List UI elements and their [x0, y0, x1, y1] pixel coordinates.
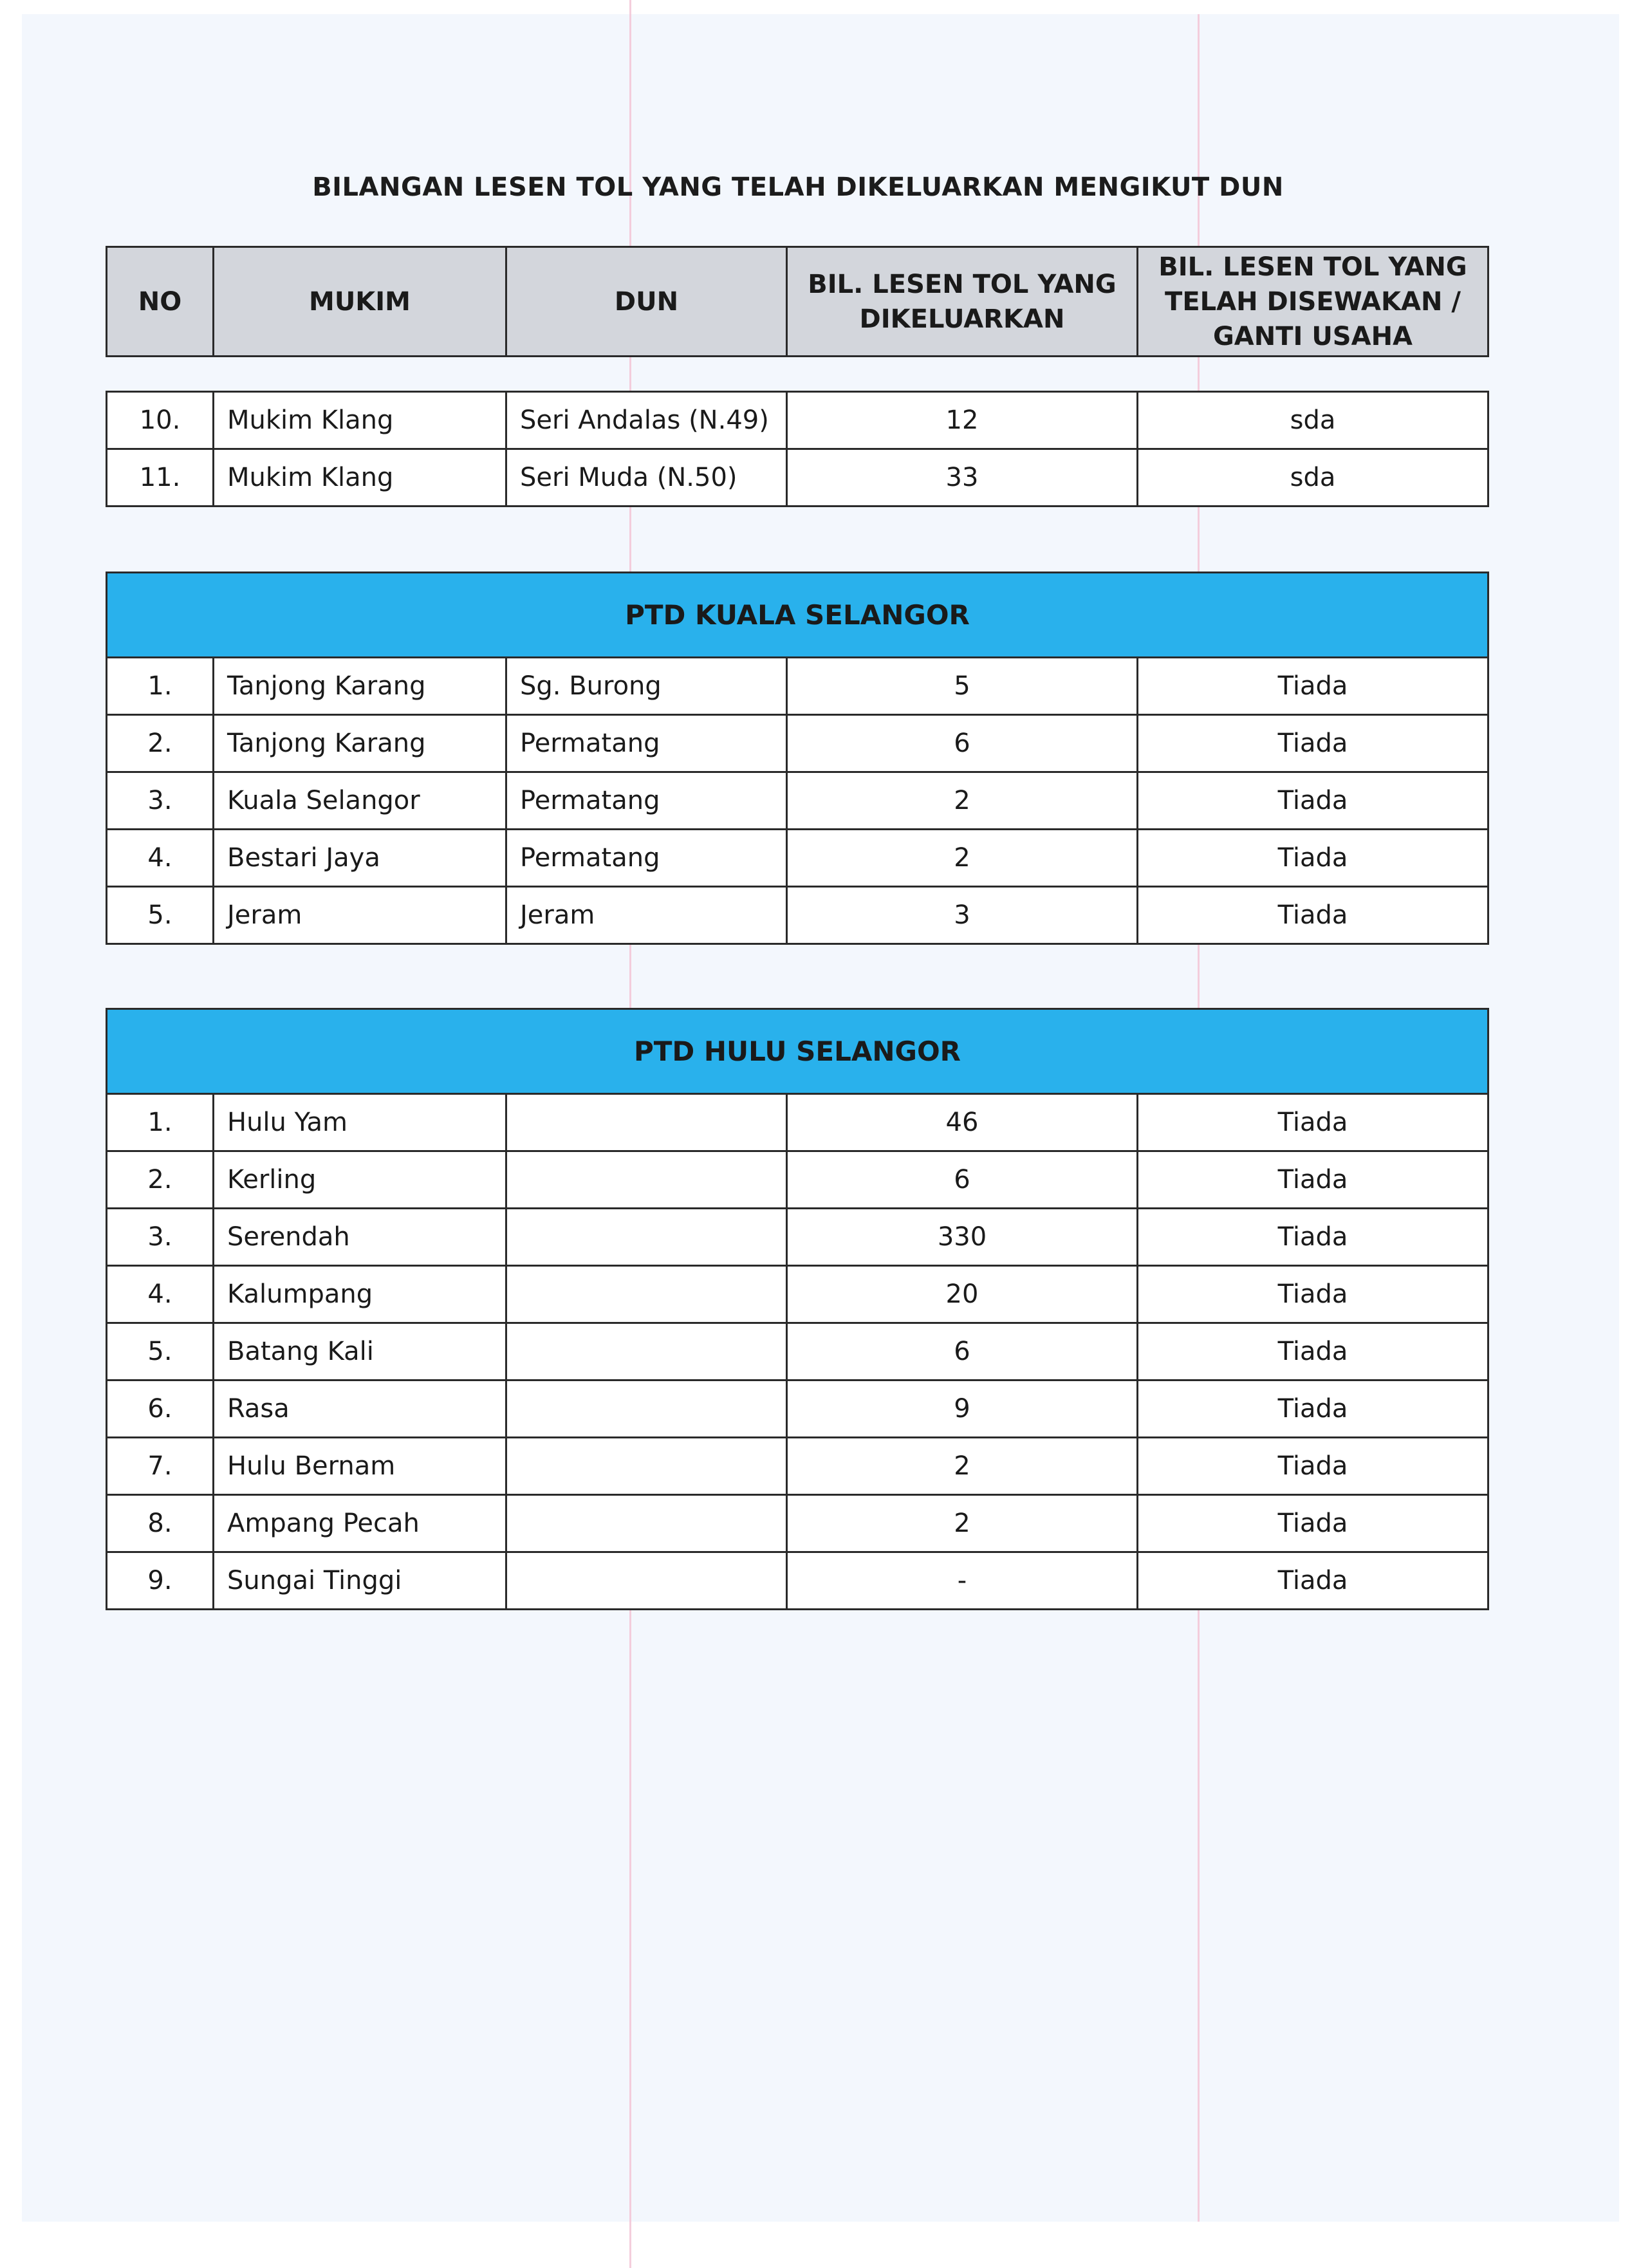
cell-no: 4.	[107, 1266, 214, 1323]
cell-dun	[506, 1266, 787, 1323]
cell-lesen-disewakan: Tiada	[1138, 1552, 1488, 1610]
cell-mukim: Kerling	[214, 1151, 506, 1209]
hulu-selangor-table-body	[107, 1094, 1488, 1610]
cell-lesen-disewakan: Tiada	[1138, 715, 1488, 772]
kuala-selangor-table	[106, 572, 1489, 945]
cell-lesen-dikeluarkan: -	[787, 1552, 1138, 1610]
cell-dun: Jeram	[506, 887, 787, 944]
cell-mukim: Mukim Klang	[214, 392, 506, 449]
cell-dun: Seri Andalas (N.49)	[506, 392, 787, 449]
hulu-selangor-table	[106, 1008, 1489, 1610]
cell-dun	[506, 1209, 787, 1266]
cell-no: 2.	[107, 1151, 214, 1209]
cell-lesen-disewakan: Tiada	[1138, 658, 1488, 715]
cell-lesen-dikeluarkan: 20	[787, 1266, 1138, 1323]
table-row	[107, 1151, 1488, 1209]
cell-lesen-dikeluarkan: 2	[787, 1495, 1138, 1552]
table-row	[107, 392, 1488, 449]
cell-lesen-dikeluarkan: 2	[787, 1438, 1138, 1495]
table-row	[107, 772, 1488, 830]
cell-lesen-dikeluarkan: 6	[787, 1323, 1138, 1380]
section-heading-kuala-selangor: PTD KUALA SELANGOR	[107, 573, 1488, 658]
cell-lesen-disewakan: Tiada	[1138, 1209, 1488, 1266]
cell-lesen-disewakan: Tiada	[1138, 1438, 1488, 1495]
table-row	[107, 658, 1488, 715]
cell-no: 4.	[107, 830, 214, 887]
cell-no: 11.	[107, 449, 214, 507]
cell-lesen-dikeluarkan: 5	[787, 658, 1138, 715]
cell-lesen-dikeluarkan: 12	[787, 392, 1138, 449]
cell-lesen-dikeluarkan: 2	[787, 772, 1138, 830]
header-no: NO	[107, 247, 214, 357]
cell-lesen-disewakan: Tiada	[1138, 830, 1488, 887]
klang-table	[106, 391, 1489, 507]
cell-lesen-dikeluarkan: 6	[787, 1151, 1138, 1209]
cell-lesen-dikeluarkan: 46	[787, 1094, 1138, 1151]
cell-no: 2.	[107, 715, 214, 772]
table-row	[107, 1266, 1488, 1323]
cell-lesen-disewakan: Tiada	[1138, 772, 1488, 830]
table-row	[107, 1552, 1488, 1610]
header-lesen-dikeluarkan: BIL. LESEN TOL YANG DIKELUARKAN	[787, 247, 1138, 357]
cell-dun: Permatang	[506, 772, 787, 830]
document-title: BILANGAN LESEN TOL YANG TELAH DIKELUARKAN MENGIKUT DUN	[312, 172, 1284, 202]
section-heading-hulu-selangor: PTD HULU SELANGOR	[107, 1009, 1488, 1094]
table-row	[107, 1094, 1488, 1151]
cell-lesen-dikeluarkan: 9	[787, 1380, 1138, 1438]
cell-mukim: Kuala Selangor	[214, 772, 506, 830]
cell-dun	[506, 1495, 787, 1552]
cell-no: 1.	[107, 1094, 214, 1151]
cell-dun: Permatang	[506, 715, 787, 772]
table-row	[107, 1438, 1488, 1495]
cell-lesen-disewakan: Tiada	[1138, 1266, 1488, 1323]
cell-no: 5.	[107, 887, 214, 944]
cell-mukim: Rasa	[214, 1380, 506, 1438]
cell-no: 1.	[107, 658, 214, 715]
cell-no: 10.	[107, 392, 214, 449]
cell-dun	[506, 1094, 787, 1151]
table-row	[107, 715, 1488, 772]
cell-lesen-disewakan: sda	[1138, 449, 1488, 507]
kuala-selangor-table-body	[107, 658, 1488, 944]
cell-dun: Seri Muda (N.50)	[506, 449, 787, 507]
cell-no: 3.	[107, 1209, 214, 1266]
cell-dun: Permatang	[506, 830, 787, 887]
cell-lesen-disewakan: Tiada	[1138, 887, 1488, 944]
cell-no: 6.	[107, 1380, 214, 1438]
cell-dun: Sg. Burong	[506, 658, 787, 715]
cell-dun	[506, 1380, 787, 1438]
table-row	[107, 887, 1488, 944]
cell-mukim: Sungai Tinggi	[214, 1552, 506, 1610]
cell-mukim: Mukim Klang	[214, 449, 506, 507]
table-row	[107, 1380, 1488, 1438]
cell-mukim: Hulu Yam	[214, 1094, 506, 1151]
table-row	[107, 1323, 1488, 1380]
cell-lesen-disewakan: sda	[1138, 392, 1488, 449]
cell-lesen-dikeluarkan: 3	[787, 887, 1138, 944]
cell-no: 3.	[107, 772, 214, 830]
table-row	[107, 1209, 1488, 1266]
cell-lesen-disewakan: Tiada	[1138, 1094, 1488, 1151]
cell-lesen-dikeluarkan: 33	[787, 449, 1138, 507]
cell-no: 5.	[107, 1323, 214, 1380]
cell-mukim: Batang Kali	[214, 1323, 506, 1380]
cell-no: 7.	[107, 1438, 214, 1495]
section-heading-row	[107, 1009, 1488, 1094]
cell-mukim: Kalumpang	[214, 1266, 506, 1323]
cell-dun	[506, 1438, 787, 1495]
cell-mukim: Tanjong Karang	[214, 658, 506, 715]
cell-mukim: Serendah	[214, 1209, 506, 1266]
table-row	[107, 449, 1488, 507]
cell-lesen-dikeluarkan: 330	[787, 1209, 1138, 1266]
cell-dun	[506, 1552, 787, 1610]
header-dun: DUN	[506, 247, 787, 357]
cell-no: 9.	[107, 1552, 214, 1610]
cell-lesen-dikeluarkan: 2	[787, 830, 1138, 887]
cell-mukim: Tanjong Karang	[214, 715, 506, 772]
cell-lesen-disewakan: Tiada	[1138, 1323, 1488, 1380]
cell-mukim: Bestari Jaya	[214, 830, 506, 887]
cell-mukim: Ampang Pecah	[214, 1495, 506, 1552]
cell-lesen-dikeluarkan: 6	[787, 715, 1138, 772]
section-heading-row	[107, 573, 1488, 658]
cell-dun	[506, 1151, 787, 1209]
header-row	[107, 247, 1488, 357]
cell-dun	[506, 1323, 787, 1380]
cell-mukim: Jeram	[214, 887, 506, 944]
table-row	[107, 830, 1488, 887]
klang-table-body	[107, 392, 1488, 507]
table-row	[107, 1495, 1488, 1552]
column-header-table	[106, 246, 1489, 357]
header-lesen-disewakan: BIL. LESEN TOL YANG TELAH DISEWAKAN / GANTI USAHA	[1138, 247, 1488, 357]
header-mukim: MUKIM	[214, 247, 506, 357]
cell-no: 8.	[107, 1495, 214, 1552]
cell-mukim: Hulu Bernam	[214, 1438, 506, 1495]
cell-lesen-disewakan: Tiada	[1138, 1495, 1488, 1552]
cell-lesen-disewakan: Tiada	[1138, 1380, 1488, 1438]
cell-lesen-disewakan: Tiada	[1138, 1151, 1488, 1209]
